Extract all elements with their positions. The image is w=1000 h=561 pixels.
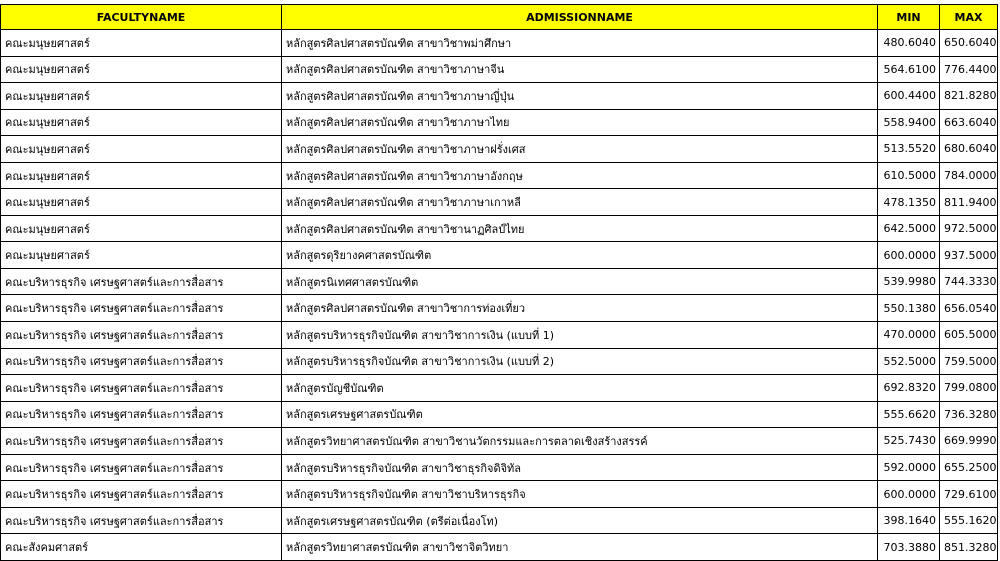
admission-cell[interactable]: หลักสูตรศิลปศาสตรบัณฑิต สาขาวิชาภาษาจีน	[282, 56, 878, 83]
min-cell[interactable]: 470.0000	[878, 322, 940, 349]
admission-cell[interactable]: หลักสูตรศิลปศาสตรบัณฑิต สาขาวิชาภาษาฝรั่งเศส	[282, 136, 878, 163]
min-cell[interactable]: 703.3880	[878, 534, 940, 561]
min-cell[interactable]: 550.1380	[878, 295, 940, 322]
max-cell[interactable]: 736.3280	[940, 401, 998, 428]
faculty-cell[interactable]: คณะบริหารธุรกิจ เศรษฐศาสตร์และการสื่อสาร	[1, 268, 282, 295]
table-body	[1, 30, 998, 561]
max-cell[interactable]: 851.3280	[940, 534, 998, 561]
table-row	[1, 109, 998, 136]
min-cell[interactable]: 555.6620	[878, 401, 940, 428]
faculty-cell[interactable]: คณะมนุษยศาสตร์	[1, 215, 282, 242]
table-row	[1, 375, 998, 402]
table-row	[1, 322, 998, 349]
faculty-cell[interactable]: คณะมนุษยศาสตร์	[1, 242, 282, 269]
max-cell[interactable]: 811.9400	[940, 189, 998, 216]
min-cell[interactable]: 558.9400	[878, 109, 940, 136]
admission-cell[interactable]: หลักสูตรบริหารธุรกิจบัณฑิต สาขาวิชาการเงิน (แบบที่ 1)	[282, 322, 878, 349]
min-cell[interactable]: 480.6040	[878, 30, 940, 57]
faculty-cell[interactable]: คณะบริหารธุรกิจ เศรษฐศาสตร์และการสื่อสาร	[1, 295, 282, 322]
admission-cell[interactable]: หลักสูตรวิทยาศาสตรบัณฑิต สาขาวิชาจิตวิทยา	[282, 534, 878, 561]
admission-cell[interactable]: หลักสูตรศิลปศาสตรบัณฑิต สาขาวิชาการท่องเที่ยว	[282, 295, 878, 322]
max-cell[interactable]: 605.5000	[940, 322, 998, 349]
table-row	[1, 215, 998, 242]
admission-cell[interactable]: หลักสูตรศิลปศาสตรบัณฑิต สาขาวิชาภาษาเกาหลี	[282, 189, 878, 216]
admission-cell[interactable]: หลักสูตรบริหารธุรกิจบัณฑิต สาขาวิชาบริหารธุรกิจ	[282, 481, 878, 508]
max-cell[interactable]: 776.4400	[940, 56, 998, 83]
faculty-cell[interactable]: คณะบริหารธุรกิจ เศรษฐศาสตร์และการสื่อสาร	[1, 454, 282, 481]
faculty-cell[interactable]: คณะบริหารธุรกิจ เศรษฐศาสตร์และการสื่อสาร	[1, 401, 282, 428]
min-cell[interactable]: 564.6100	[878, 56, 940, 83]
table-row	[1, 348, 998, 375]
max-cell[interactable]: 972.5000	[940, 215, 998, 242]
max-cell[interactable]: 799.0800	[940, 375, 998, 402]
min-cell[interactable]: 552.5000	[878, 348, 940, 375]
max-cell[interactable]: 729.6100	[940, 481, 998, 508]
max-cell[interactable]: 759.5000	[940, 348, 998, 375]
min-cell[interactable]: 600.0000	[878, 242, 940, 269]
header-max[interactable]: MAX	[940, 5, 998, 30]
faculty-cell[interactable]: คณะบริหารธุรกิจ เศรษฐศาสตร์และการสื่อสาร	[1, 481, 282, 508]
admission-cell[interactable]: หลักสูตรเศรษฐศาสตรบัณฑิต	[282, 401, 878, 428]
table-row	[1, 242, 998, 269]
faculty-cell[interactable]: คณะบริหารธุรกิจ เศรษฐศาสตร์และการสื่อสาร	[1, 322, 282, 349]
min-cell[interactable]: 398.1640	[878, 507, 940, 534]
table-row	[1, 83, 998, 110]
header-admissionname[interactable]: ADMISSIONNAME	[282, 5, 878, 30]
max-cell[interactable]: 650.6040	[940, 30, 998, 57]
admission-cell[interactable]: หลักสูตรศิลปศาสตรบัณฑิต สาขาวิชาภาษาญี่ปุ่น	[282, 83, 878, 110]
max-cell[interactable]: 821.8280	[940, 83, 998, 110]
max-cell[interactable]: 744.3330	[940, 268, 998, 295]
table-row	[1, 56, 998, 83]
table-row	[1, 189, 998, 216]
admission-cell[interactable]: หลักสูตรดุริยางคศาสตรบัณฑิต	[282, 242, 878, 269]
min-cell[interactable]: 600.4400	[878, 83, 940, 110]
min-cell[interactable]: 592.0000	[878, 454, 940, 481]
faculty-cell[interactable]: คณะมนุษยศาสตร์	[1, 83, 282, 110]
admission-cell[interactable]: หลักสูตรศิลปศาสตรบัณฑิต สาขาวิชาภาษาอังกฤษ	[282, 162, 878, 189]
min-cell[interactable]: 539.9980	[878, 268, 940, 295]
table-row	[1, 534, 998, 561]
admission-cell[interactable]: หลักสูตรบัญชีบัณฑิต	[282, 375, 878, 402]
faculty-cell[interactable]: คณะบริหารธุรกิจ เศรษฐศาสตร์และการสื่อสาร	[1, 507, 282, 534]
min-cell[interactable]: 513.5520	[878, 136, 940, 163]
min-cell[interactable]: 642.5000	[878, 215, 940, 242]
table-row	[1, 295, 998, 322]
header-facultyname[interactable]: FACULTYNAME	[1, 5, 282, 30]
min-cell[interactable]: 600.0000	[878, 481, 940, 508]
faculty-cell[interactable]: คณะมนุษยศาสตร์	[1, 30, 282, 57]
admission-cell[interactable]: หลักสูตรศิลปศาสตรบัณฑิต สาขาวิชาภาษาไทย	[282, 109, 878, 136]
admission-cell[interactable]: หลักสูตรบริหารธุรกิจบัณฑิต สาขาวิชาการเงิน (แบบที่ 2)	[282, 348, 878, 375]
header-min[interactable]: MIN	[878, 5, 940, 30]
min-cell[interactable]: 478.1350	[878, 189, 940, 216]
min-cell[interactable]: 692.8320	[878, 375, 940, 402]
faculty-cell[interactable]: คณะมนุษยศาสตร์	[1, 109, 282, 136]
admission-score-table	[0, 4, 998, 561]
admission-cell[interactable]: หลักสูตรนิเทศศาสตรบัณฑิต	[282, 268, 878, 295]
faculty-cell[interactable]: คณะมนุษยศาสตร์	[1, 162, 282, 189]
faculty-cell[interactable]: คณะบริหารธุรกิจ เศรษฐศาสตร์และการสื่อสาร	[1, 348, 282, 375]
admission-cell[interactable]: หลักสูตรศิลปศาสตรบัณฑิต สาขาวิชานาฏศิลป์ไทย	[282, 215, 878, 242]
admission-cell[interactable]: หลักสูตรบริหารธุรกิจบัณฑิต สาขาวิชาธุรกิจดิจิทัล	[282, 454, 878, 481]
max-cell[interactable]: 784.0000	[940, 162, 998, 189]
max-cell[interactable]: 663.6040	[940, 109, 998, 136]
faculty-cell[interactable]: คณะมนุษยศาสตร์	[1, 56, 282, 83]
max-cell[interactable]: 669.9990	[940, 428, 998, 455]
header-row	[1, 5, 998, 30]
table-row	[1, 162, 998, 189]
faculty-cell[interactable]: คณะมนุษยศาสตร์	[1, 189, 282, 216]
faculty-cell[interactable]: คณะมนุษยศาสตร์	[1, 136, 282, 163]
min-cell[interactable]: 525.7430	[878, 428, 940, 455]
admission-cell[interactable]: หลักสูตรเศรษฐศาสตรบัณฑิต (ตรีต่อเนื่องโท)	[282, 507, 878, 534]
table-row	[1, 401, 998, 428]
table-row	[1, 268, 998, 295]
admission-cell[interactable]: หลักสูตรศิลปศาสตรบัณฑิต สาขาวิชาพม่าศึกษา	[282, 30, 878, 57]
table-row	[1, 507, 998, 534]
min-cell[interactable]: 610.5000	[878, 162, 940, 189]
table-row	[1, 428, 998, 455]
table-row	[1, 454, 998, 481]
max-cell[interactable]: 937.5000	[940, 242, 998, 269]
faculty-cell[interactable]: คณะบริหารธุรกิจ เศรษฐศาสตร์และการสื่อสาร	[1, 428, 282, 455]
table-row	[1, 481, 998, 508]
admission-cell[interactable]: หลักสูตรวิทยาศาสตรบัณฑิต สาขาวิชานวัตกรรมและการตลาดเชิงสร้างสรรค์	[282, 428, 878, 455]
max-cell[interactable]: 555.1620	[940, 507, 998, 534]
max-cell[interactable]: 656.0540	[940, 295, 998, 322]
table-row	[1, 30, 998, 57]
max-cell[interactable]: 680.6040	[940, 136, 998, 163]
faculty-cell[interactable]: คณะบริหารธุรกิจ เศรษฐศาสตร์และการสื่อสาร	[1, 375, 282, 402]
table-row	[1, 136, 998, 163]
faculty-cell[interactable]: คณะสังคมศาสตร์	[1, 534, 282, 561]
max-cell[interactable]: 655.2500	[940, 454, 998, 481]
